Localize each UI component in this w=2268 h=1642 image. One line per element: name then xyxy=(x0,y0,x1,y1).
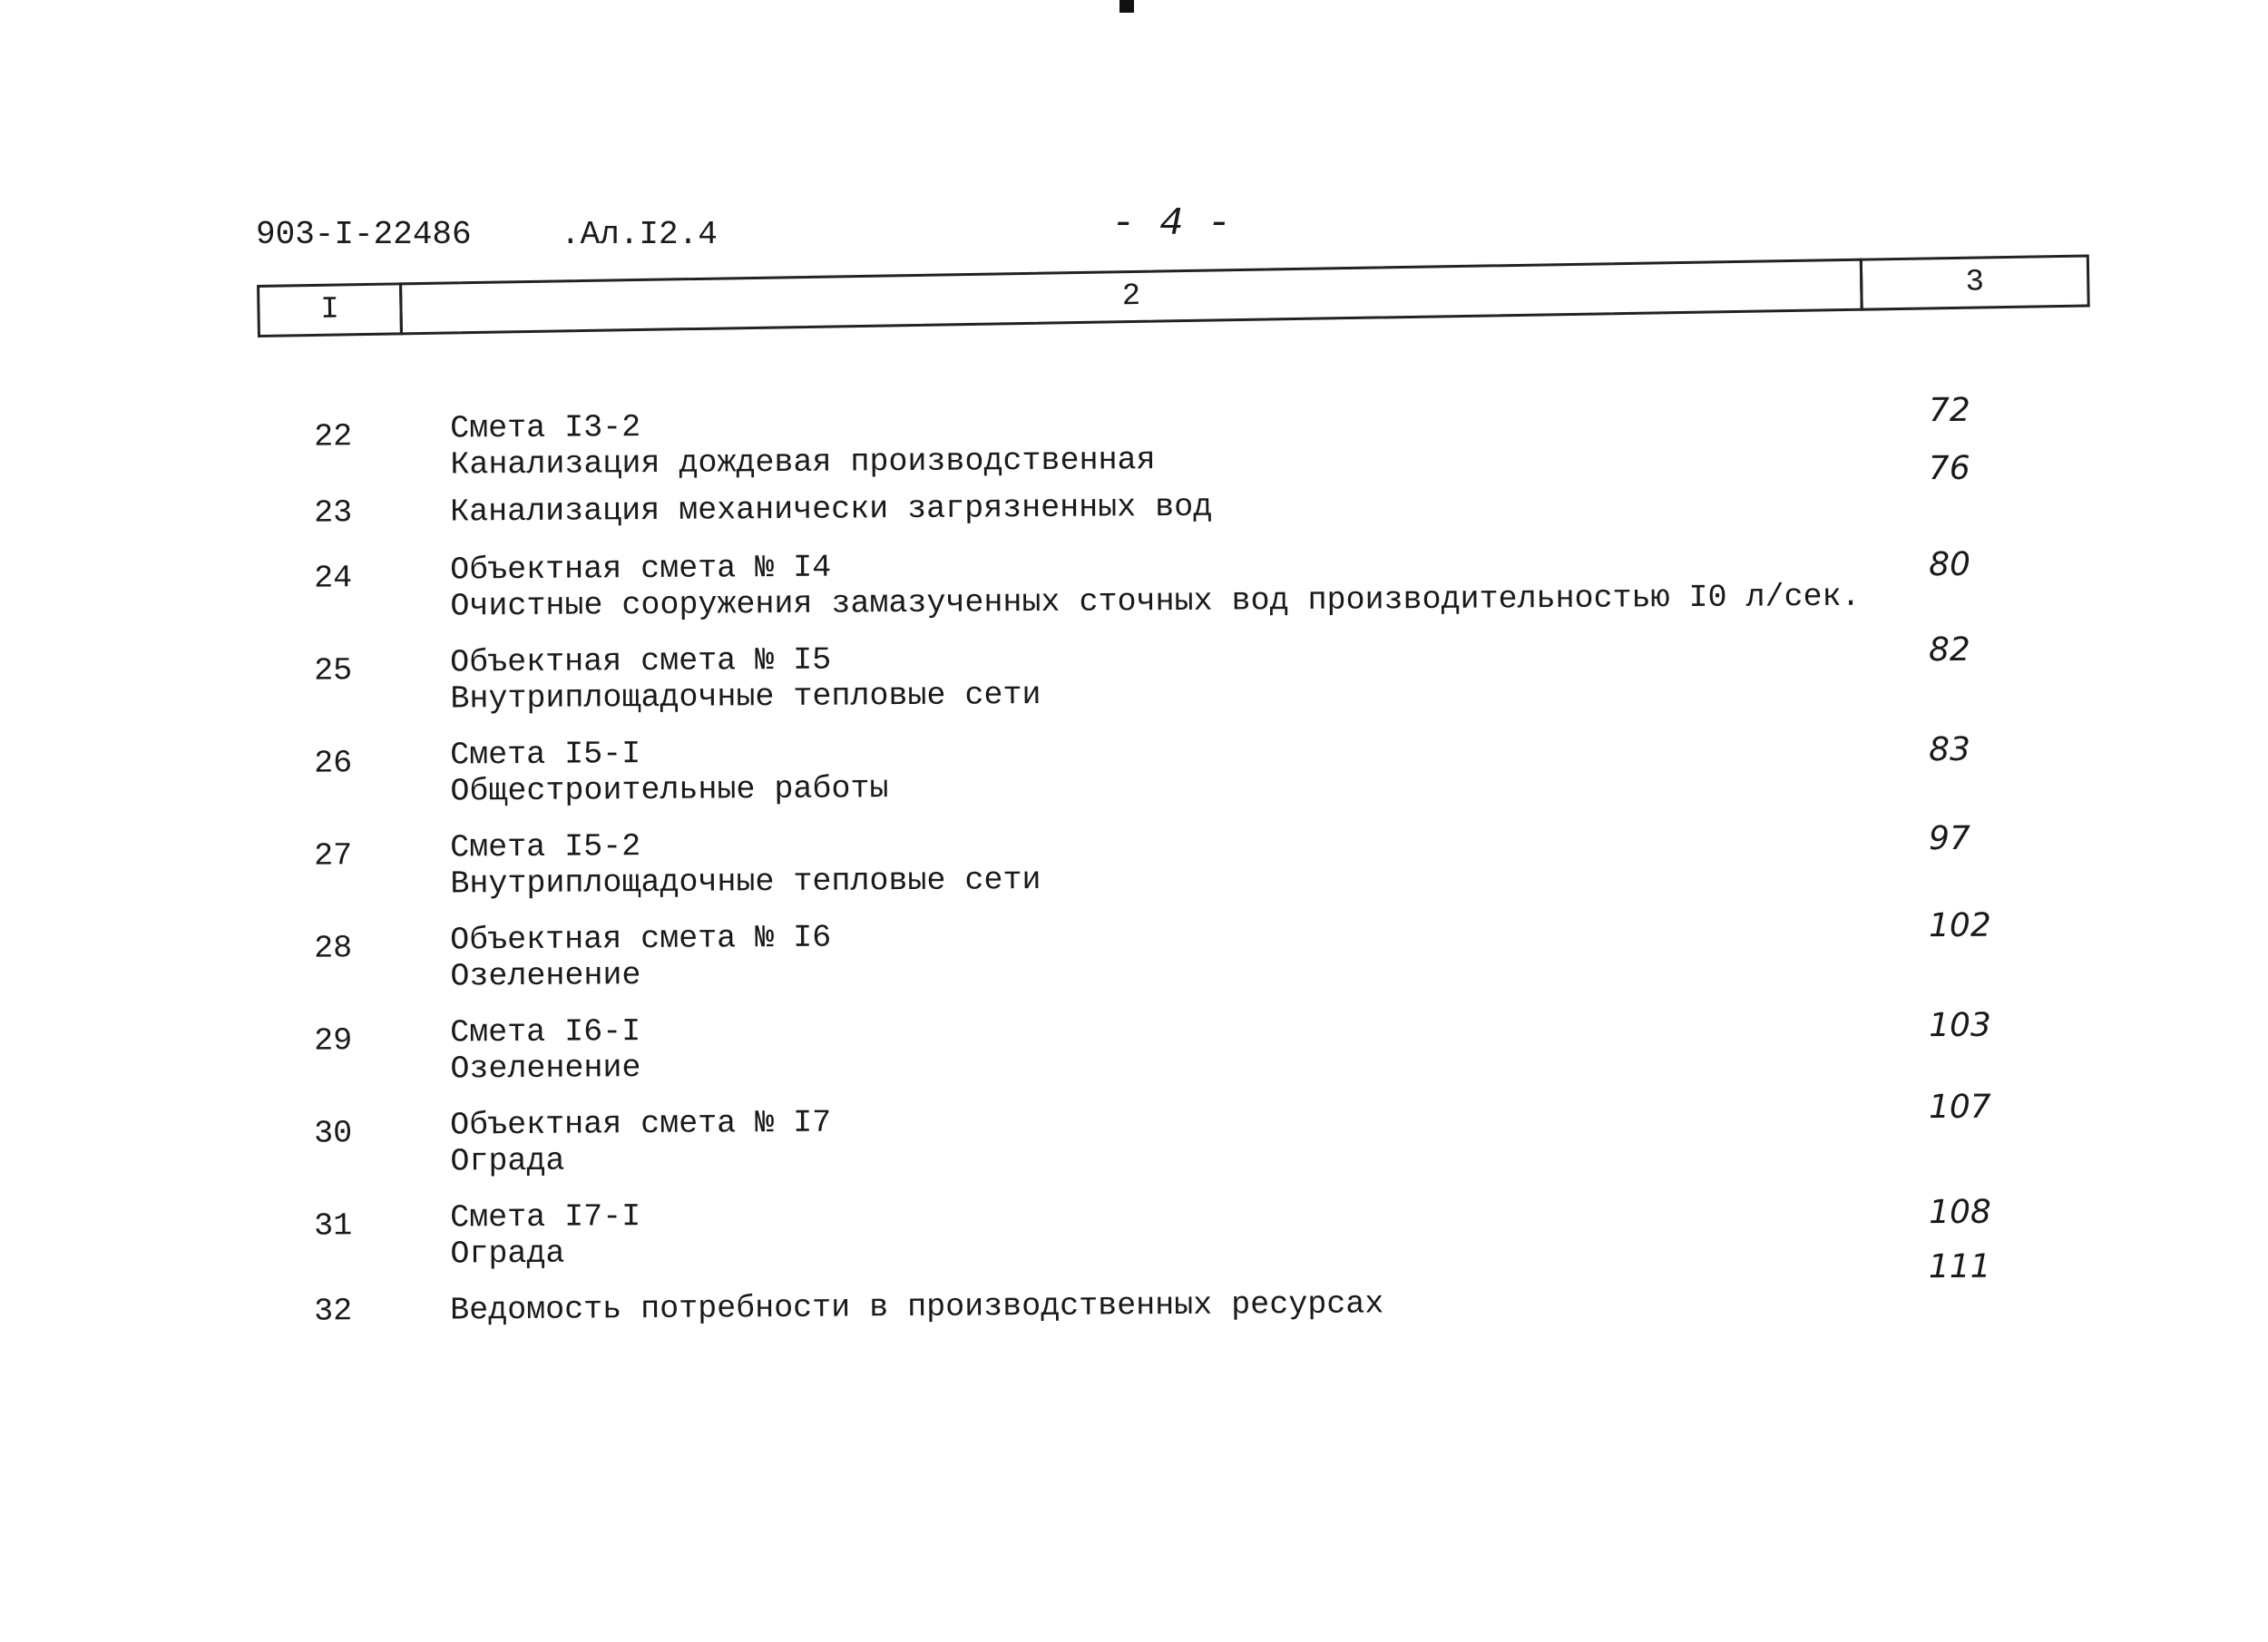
row-title-line1: Ведомость потребности в производственных ресурсах xyxy=(449,1285,1384,1329)
table-row xyxy=(0,1002,2268,1088)
row-number: 29 xyxy=(314,1022,353,1060)
row-title-line1: Смета I3-2 xyxy=(449,409,641,447)
col-header-1: I xyxy=(257,282,403,337)
col-header-2: 2 xyxy=(399,259,1863,336)
row-title-line1: Объектная смета № I7 xyxy=(449,1104,832,1144)
row-page: 82 xyxy=(1928,630,1971,670)
row-page: 97 xyxy=(1928,819,1971,858)
row-title-line1: Смета I5-2 xyxy=(449,828,641,866)
row-title-line2: Внутриплощадочные тепловые сети xyxy=(450,676,1041,718)
row-page: 108 xyxy=(1928,1193,1991,1232)
row-number: 28 xyxy=(314,930,353,967)
row-title-line1: Объектная смета № I6 xyxy=(449,919,832,959)
row-page: 102 xyxy=(1928,906,1991,945)
row-number: 24 xyxy=(314,560,353,597)
row-page: 76 xyxy=(1928,449,1970,488)
row-title xyxy=(450,489,1212,531)
row-title-line2: Ограда xyxy=(450,1235,565,1273)
table-row xyxy=(0,725,2268,810)
row-title-line2: Ограда xyxy=(450,1142,565,1180)
table-row xyxy=(0,540,2268,625)
row-title-line2: Очистные сооружения замазученных сточных вод производительностью I0 л/сек. xyxy=(450,578,1861,625)
row-title xyxy=(450,542,1861,625)
table-row xyxy=(0,630,2268,718)
row-number: 25 xyxy=(314,652,353,689)
row-title xyxy=(450,1198,641,1272)
row-title xyxy=(450,920,832,995)
row-title-line2: Общестроительные работы xyxy=(450,770,889,810)
row-number: 32 xyxy=(313,1293,353,1330)
page-number: - 4 - xyxy=(1111,201,1232,247)
row-page: 103 xyxy=(1928,1006,1991,1045)
row-number: 27 xyxy=(314,837,353,875)
row-page: 72 xyxy=(1928,391,1970,430)
row-title-line2: Озеленение xyxy=(450,957,641,995)
row-page: 80 xyxy=(1928,545,1971,584)
row-title-line1: Объектная смета № I4 xyxy=(449,549,832,589)
row-title-line1: Смета I6-I xyxy=(449,1013,641,1051)
col-header-3: 3 xyxy=(1860,255,2090,311)
table-row xyxy=(0,817,2268,903)
row-number: 23 xyxy=(313,494,353,532)
row-title xyxy=(450,734,889,809)
row-page: 83 xyxy=(1928,730,1971,769)
row-page: 111 xyxy=(1928,1247,1991,1286)
row-title-line2: Озеленение xyxy=(450,1050,641,1088)
row-title-line1: Смета I5-I xyxy=(449,736,641,774)
row-number: 31 xyxy=(314,1207,353,1245)
row-title xyxy=(450,406,1156,483)
table-row xyxy=(0,1088,2268,1180)
row-title xyxy=(450,1285,1383,1328)
row-page: 107 xyxy=(1928,1088,1991,1127)
album-number: .Ал.I2.4 xyxy=(561,216,718,253)
scan-mark xyxy=(1119,0,1134,13)
row-title-line1: Канализация механически загрязненных вод xyxy=(449,488,1213,531)
doc-code: 903-I-22486 xyxy=(256,216,472,253)
row-title xyxy=(450,640,1041,718)
row-title-line1: Объектная смета № I5 xyxy=(449,641,832,681)
row-title-line2: Внутриплощадочные тепловые сети xyxy=(450,861,1041,903)
row-title xyxy=(450,826,1041,903)
table-header xyxy=(257,255,2090,337)
table-row xyxy=(0,906,2268,995)
row-title-line2: Канализация дождевая производственная xyxy=(450,442,1156,484)
row-number: 26 xyxy=(314,745,353,782)
row-title xyxy=(450,1013,641,1087)
row-title xyxy=(450,1105,832,1180)
row-title-line1: Смета I7-I xyxy=(449,1198,641,1236)
row-number: 30 xyxy=(314,1115,353,1152)
row-number: 22 xyxy=(314,418,353,455)
